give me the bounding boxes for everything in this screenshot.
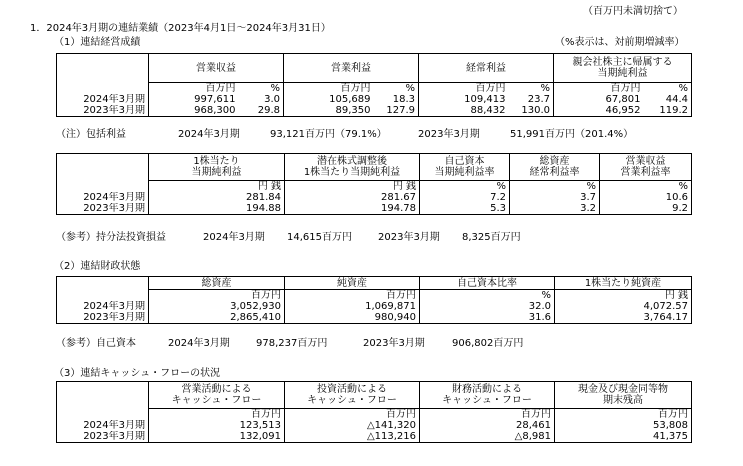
value-cell: 130.0 xyxy=(509,105,554,117)
header-line: 経常利益率 xyxy=(529,167,580,178)
value-cell: 1,069,871 xyxy=(285,301,420,312)
header-line: 1株当たり当期純利益 xyxy=(303,167,401,178)
table-row xyxy=(57,192,692,203)
per-share-header-op-margin xyxy=(600,154,692,181)
cashflow-table xyxy=(56,381,692,443)
value-cell: 968,300 xyxy=(149,105,239,117)
unit-cell: 百万円 xyxy=(554,83,644,95)
financial-header-equity-ratio: 自己資本比率 xyxy=(420,277,555,290)
unit-row-empty xyxy=(57,290,149,302)
cashflow-title: （3）連結キャッシュ・フローの状況 xyxy=(54,368,221,379)
value-cell: 67,801 xyxy=(554,94,644,105)
unit-cell: 円 銭 xyxy=(555,290,692,302)
unit-note: （百万円未満切捨て） xyxy=(583,6,683,17)
header-line: 総資産 xyxy=(539,156,570,167)
table-row xyxy=(57,301,692,312)
value-cell: 10.6 xyxy=(600,192,692,203)
unit-cell: 百万円 xyxy=(284,83,374,95)
value-cell: 109,413 xyxy=(419,94,509,105)
value-cell: 18.3 xyxy=(374,94,419,105)
value-cell: 132,091 xyxy=(149,431,285,443)
value-cell: 32.0 xyxy=(420,301,555,312)
cashflow-header-empty xyxy=(57,382,149,409)
header-line: 投資活動による xyxy=(317,384,387,395)
unit-cell: % xyxy=(509,83,554,95)
value-cell: 194.88 xyxy=(149,203,285,215)
value-cell: 3,052,930 xyxy=(149,301,285,312)
value-cell: 119.2 xyxy=(644,105,692,117)
cashflow-header-financing xyxy=(420,382,555,409)
unit-cell: % xyxy=(239,83,284,95)
value-cell: 28,461 xyxy=(420,420,555,431)
value-cell: 44.4 xyxy=(644,94,692,105)
header-line: 当期純利益 xyxy=(191,167,242,178)
per-share-header-roa xyxy=(510,154,600,181)
table-row xyxy=(57,420,692,431)
row-label: 2024年3月期 xyxy=(57,301,149,312)
cashflow-header-investing xyxy=(285,382,420,409)
financial-header-total-assets: 総資産 xyxy=(149,277,285,290)
equity-method-label: （参考）持分法投資損益 xyxy=(56,232,166,243)
per-share-header-roe xyxy=(420,154,510,181)
value-cell: 89,350 xyxy=(284,105,374,117)
unit-cell: % xyxy=(420,181,510,193)
unit-cell: 百万円 xyxy=(285,409,420,421)
unit-row-empty xyxy=(57,83,149,95)
results-header-ordinary-income: 経常利益 xyxy=(419,54,554,83)
value-cell: 9.2 xyxy=(600,203,692,215)
value-cell: 23.7 xyxy=(509,94,554,105)
per-share-table xyxy=(56,153,692,215)
equity-method-value2: 8,325百万円 xyxy=(462,232,521,243)
value-cell: 3.0 xyxy=(239,94,284,105)
equity-method-period1: 2024年3月期 xyxy=(203,232,265,243)
row-label: 2024年3月期 xyxy=(57,420,149,431)
table-row xyxy=(57,203,692,215)
equity-value1: 978,237百万円 xyxy=(256,338,328,349)
header-line: 営業活動による xyxy=(181,384,252,395)
results-header-net-income xyxy=(554,54,692,83)
equity-period2: 2023年3月期 xyxy=(363,338,425,349)
results-header-empty xyxy=(57,54,149,83)
value-cell: 127.9 xyxy=(374,105,419,117)
header-line: キャッシュ・フロー xyxy=(307,395,397,406)
value-cell: 29.8 xyxy=(239,105,284,117)
row-label: 2023年3月期 xyxy=(57,312,149,324)
header-line: 期末残高 xyxy=(603,395,643,406)
equity-method-value1: 14,615百万円 xyxy=(287,232,352,243)
header-line: 1株当たり xyxy=(193,156,240,167)
results-note: （%表示は、対前期増減率） xyxy=(555,37,685,48)
unit-cell: 百万円 xyxy=(419,83,509,95)
financial-header-empty xyxy=(57,277,149,290)
value-cell: 41,375 xyxy=(555,431,692,443)
unit-cell: % xyxy=(644,83,692,95)
section-title: 1．2024年3月期の連結業績（2023年4月1日～2024年3月31日） xyxy=(30,23,331,34)
comprehensive-income-value2: 51,991百万円（201.4%） xyxy=(510,129,634,140)
unit-cell: % xyxy=(420,290,555,302)
financial-header-net-assets: 純資産 xyxy=(285,277,420,290)
results-table xyxy=(56,53,692,117)
value-cell: △141,320 xyxy=(285,420,420,431)
row-label: 2024年3月期 xyxy=(57,94,149,105)
per-share-header-diluted-eps xyxy=(285,154,420,181)
comprehensive-income-value1: 93,121百万円（79.1%） xyxy=(270,129,387,140)
value-cell: △8,981 xyxy=(420,431,555,443)
value-cell: 997,611 xyxy=(149,94,239,105)
value-cell: 194.78 xyxy=(285,203,420,215)
table-row xyxy=(57,105,692,117)
header-line: 営業収益 xyxy=(625,156,666,167)
table-row xyxy=(57,312,692,324)
unit-cell: % xyxy=(510,181,600,193)
unit-row-empty xyxy=(57,181,149,193)
results-header-net-income-line2: 当期純利益 xyxy=(597,68,648,79)
value-cell: 281.67 xyxy=(285,192,420,203)
header-line: キャッシュ・フロー xyxy=(171,395,262,406)
financial-header-bps: 1株当たり純資産 xyxy=(555,277,692,290)
header-line: 潜在株式調整後 xyxy=(317,156,387,167)
value-cell: 980,940 xyxy=(285,312,420,324)
equity-value2: 906,802百万円 xyxy=(452,338,524,349)
unit-cell: % xyxy=(374,83,419,95)
unit-cell: 百万円 xyxy=(555,409,692,421)
row-label: 2023年3月期 xyxy=(57,431,149,443)
per-share-header-empty xyxy=(57,154,149,181)
value-cell: 4,072.57 xyxy=(555,301,692,312)
unit-cell: 百万円 xyxy=(149,290,285,302)
value-cell: 46,952 xyxy=(554,105,644,117)
value-cell: 3.2 xyxy=(510,203,600,215)
header-line: キャッシュ・フロー xyxy=(442,395,532,406)
row-label: 2024年3月期 xyxy=(57,192,149,203)
value-cell: 281.84 xyxy=(149,192,285,203)
unit-cell: 円 銭 xyxy=(285,181,420,193)
unit-row-empty xyxy=(57,409,149,421)
unit-cell: 百万円 xyxy=(149,409,285,421)
per-share-header-eps xyxy=(149,154,285,181)
value-cell: 3,764.17 xyxy=(555,312,692,324)
financial-title: （2）連結財政状態 xyxy=(54,261,141,272)
value-cell: △113,216 xyxy=(285,431,420,443)
unit-cell: 百万円 xyxy=(285,290,420,302)
value-cell: 88,432 xyxy=(419,105,509,117)
header-line: 営業利益率 xyxy=(620,167,671,178)
value-cell: 5.3 xyxy=(420,203,510,215)
results-header-op-income: 営業利益 xyxy=(284,54,419,83)
results-header-net-income-line1: 親会社株主に帰属する xyxy=(572,57,673,68)
row-label: 2023年3月期 xyxy=(57,105,149,117)
value-cell: 2,865,410 xyxy=(149,312,285,324)
unit-cell: 円 銭 xyxy=(149,181,285,193)
header-line: 財務活動による xyxy=(452,384,522,395)
value-cell: 123,513 xyxy=(149,420,285,431)
value-cell: 105,689 xyxy=(284,94,374,105)
header-line: 当期純利益率 xyxy=(434,167,495,178)
unit-cell: % xyxy=(600,181,692,193)
financial-table xyxy=(56,276,692,324)
comprehensive-income-period2: 2023年3月期 xyxy=(418,129,480,140)
value-cell: 7.2 xyxy=(420,192,510,203)
results-header-revenue: 営業収益 xyxy=(149,54,284,83)
value-cell: 3.7 xyxy=(510,192,600,203)
table-row xyxy=(57,431,692,443)
equity-method-period2: 2023年3月期 xyxy=(378,232,440,243)
unit-cell: 百万円 xyxy=(420,409,555,421)
comprehensive-income-period1: 2024年3月期 xyxy=(178,129,240,140)
comprehensive-income-label: （注）包括利益 xyxy=(56,129,126,140)
value-cell: 53,808 xyxy=(555,420,692,431)
table-row xyxy=(57,94,692,105)
equity-label: （参考）自己資本 xyxy=(56,338,136,349)
header-line: 現金及び現金同等物 xyxy=(578,384,668,395)
unit-cell: 百万円 xyxy=(149,83,239,95)
value-cell: 31.6 xyxy=(420,312,555,324)
cashflow-header-cash-balance xyxy=(555,382,692,409)
cashflow-header-operating xyxy=(149,382,285,409)
row-label: 2023年3月期 xyxy=(57,203,149,215)
results-title: （1）連結経営成績 xyxy=(54,37,141,48)
header-line: 自己資本 xyxy=(444,156,485,167)
equity-period1: 2024年3月期 xyxy=(168,338,230,349)
